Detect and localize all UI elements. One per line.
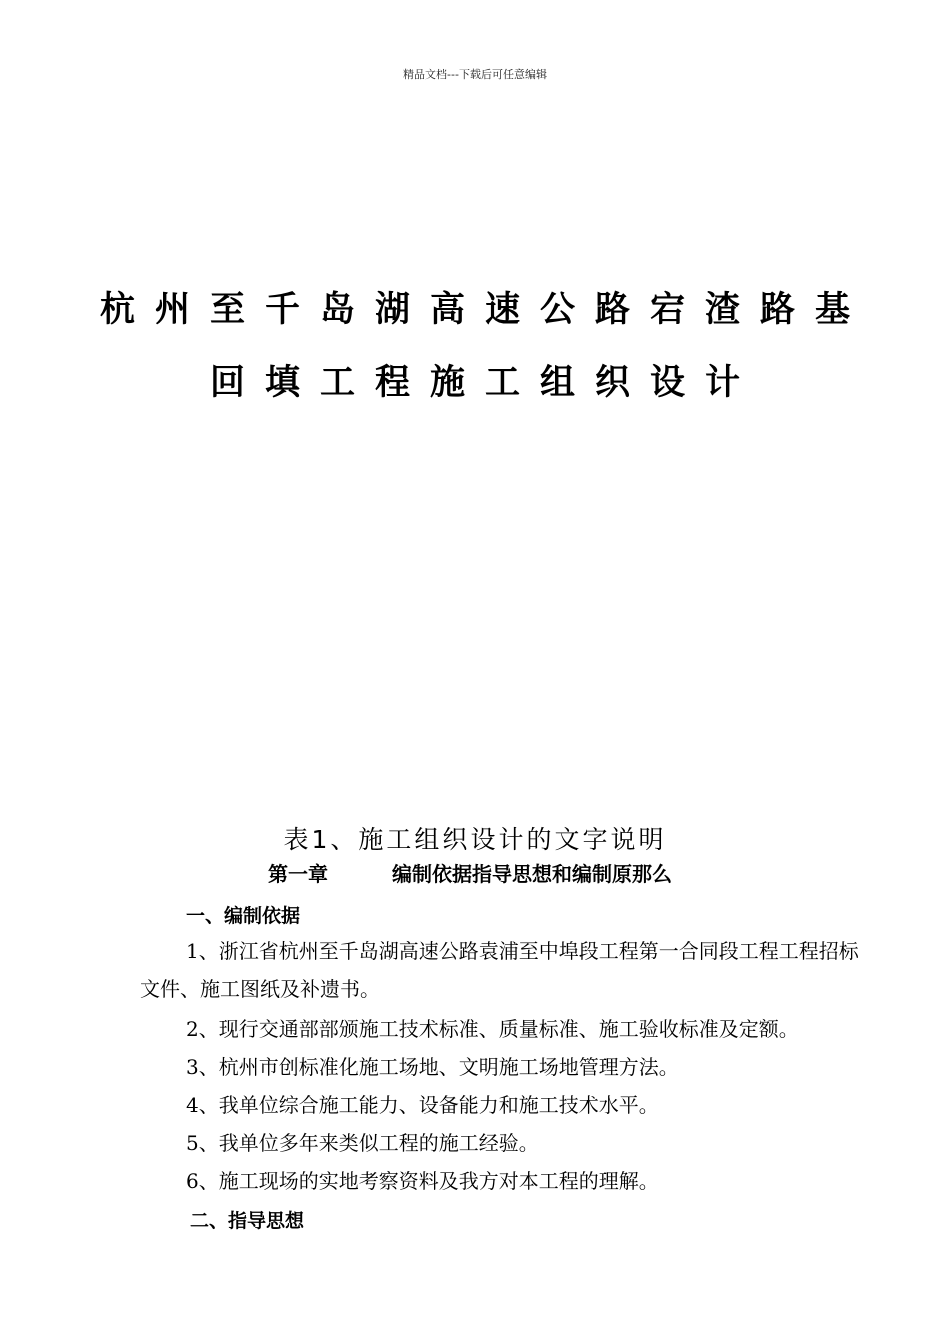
list-item: 2、现行交通部部颁施工技术标准、质量标准、施工验收标准及定额。 (186, 1017, 799, 1041)
section-heading-basis: 一、编制依据 (186, 905, 301, 927)
list-item: 3、杭州市创标准化施工场地、文明施工场地管理方法。 (186, 1055, 679, 1079)
list-item: 5、我单位多年来类似工程的施工经验。 (186, 1131, 539, 1155)
list-item: 6、施工现场的实地考察资料及我方对本工程的理解。 (186, 1169, 659, 1193)
chapter-heading (268, 858, 672, 887)
cover-title-line-2: 回填工程施工组织设计 (209, 363, 760, 403)
cover-title-line-1: 杭州至千岛湖高速公路宕渣路基 (99, 290, 870, 330)
page-header: 精品文档---下载后可任意编辑 (403, 68, 547, 81)
table-title: 表1、施工组织设计的文字说明 (283, 825, 667, 854)
list-item: 4、我单位综合施工能力、设备能力和施工技术水平。 (186, 1093, 659, 1117)
chapter-number: 第一章 (268, 862, 328, 886)
list-item-text: 1、浙江省杭州至千岛湖高速公路袁浦至中埠段工程第一合同段工程工程招标文件、施工图纸及补遗书。 (140, 939, 859, 1001)
list-item (140, 932, 860, 1008)
chapter-title: 编制依据指导思想和编制原那么 (392, 862, 672, 886)
section-heading-guiding-idea: 二、指导思想 (190, 1210, 305, 1232)
